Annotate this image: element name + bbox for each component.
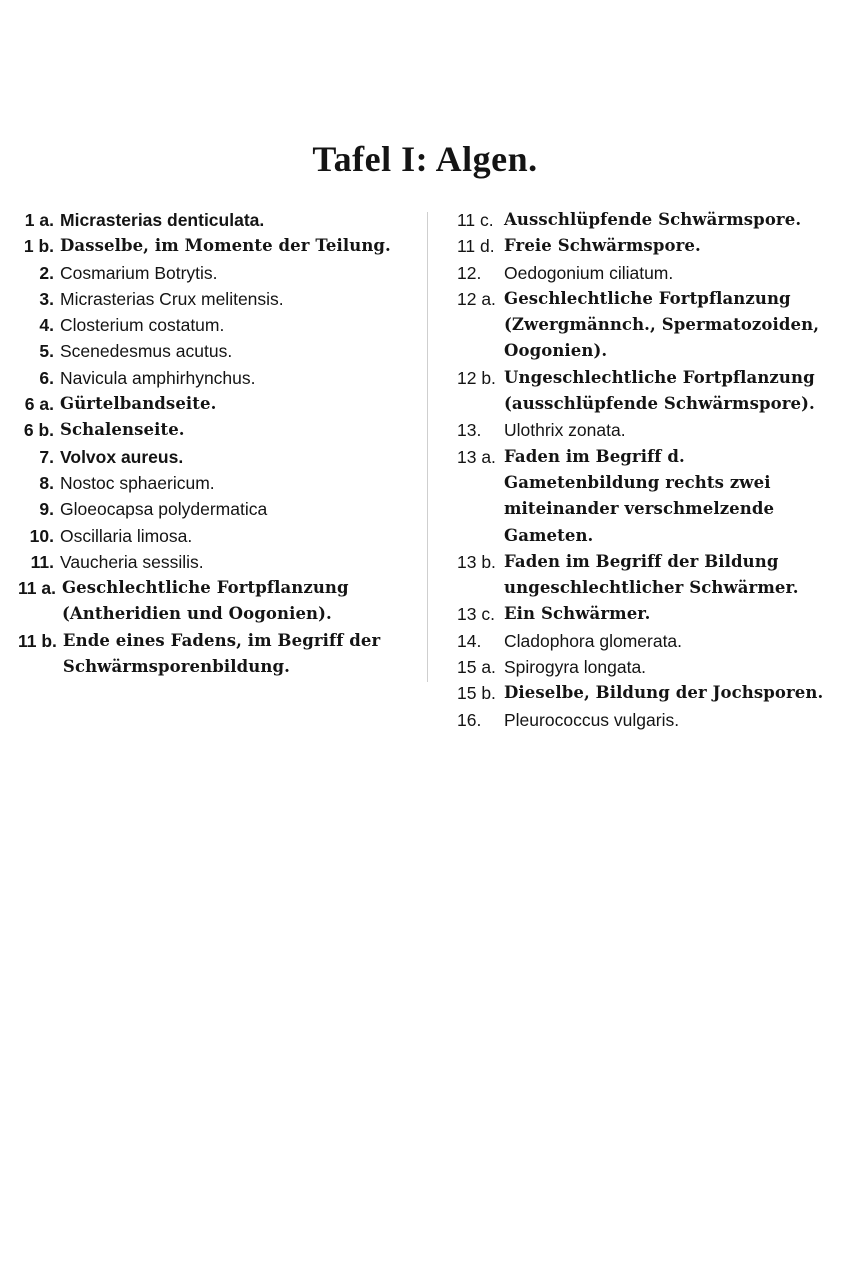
figure-number: 13. <box>457 420 482 441</box>
legend-entry <box>18 286 410 312</box>
figure-number: 16. <box>457 709 482 730</box>
figure-caption: Ein Schwärmer. <box>504 604 651 624</box>
legend-entry <box>18 260 410 286</box>
figure-number: 5. <box>39 341 54 362</box>
legend-entry <box>18 523 410 549</box>
figure-number: 13 b. <box>457 551 496 572</box>
figure-number: 1 b. <box>23 236 54 257</box>
legend-entry <box>457 654 833 680</box>
figure-caption: Cosmarium Botrytis. <box>60 262 218 283</box>
figure-caption: Cladophora glomerata. <box>504 630 683 651</box>
figure-caption: Scenedesmus acutus. <box>60 341 233 362</box>
figure-caption: Pleurococcus vulgaris. <box>504 709 680 730</box>
legend-entry <box>457 680 833 706</box>
figure-number: 3. <box>39 288 54 309</box>
figure-caption: Faden im Begriff d. Gametenbildung rechts zwei miteinander verschmelzende Gameten. <box>504 446 775 545</box>
figure-number: 10. <box>29 525 54 546</box>
legend-entry <box>18 575 410 628</box>
figure-caption: Dasselbe, im Momente der Teilung. <box>60 236 391 256</box>
figure-number: 11. <box>30 551 54 572</box>
figure-caption: Dieselbe, Bildung der Jochsporen. <box>504 683 824 703</box>
legend-entry <box>18 628 410 681</box>
legend-entry <box>18 338 410 364</box>
column-divider <box>427 212 428 682</box>
legend-entry <box>457 628 833 654</box>
legend-entry <box>457 260 833 286</box>
figure-number: 11 c. <box>457 210 494 230</box>
figure-caption: Gürtelbandseite. <box>60 394 217 414</box>
figure-caption: Oedogonium ciliatum. <box>504 262 674 283</box>
legend-entry <box>18 496 410 522</box>
legend-left-column <box>18 207 410 680</box>
figure-caption: Freie Schwärmspore. <box>504 236 701 256</box>
legend-entry <box>457 444 833 549</box>
figure-number: 9. <box>39 499 54 520</box>
figure-caption: Schalenseite. <box>60 420 185 440</box>
figure-number: 6 a. <box>24 394 54 415</box>
legend-entry <box>18 444 410 470</box>
figure-caption: Faden im Begriff der Bildung ungeschlechtlicher Schwärmer. <box>504 551 799 598</box>
figure-caption: Gloeocapsa polydermatica <box>60 499 268 520</box>
legend-entry <box>457 417 833 443</box>
legend-right-column <box>457 207 833 733</box>
figure-number: 8. <box>39 472 54 493</box>
figure-number: 14. <box>457 630 482 651</box>
figure-number: 7. <box>39 446 54 467</box>
figure-number: 12 a. <box>457 288 496 309</box>
legend-entry <box>457 707 833 733</box>
figure-caption: Vaucheria sessilis. <box>60 551 204 572</box>
figure-caption: Ungeschlechtliche Fortpflanzung (ausschlüpfende Schwärmspore). <box>504 367 815 414</box>
legend-entry <box>457 233 833 259</box>
figure-caption: Navicula amphirhynchus. <box>60 367 256 388</box>
figure-number: 15 a. <box>457 657 496 678</box>
legend-entry <box>457 286 833 365</box>
figure-number: 1 a. <box>24 210 54 230</box>
figure-number: 11 b. <box>18 630 57 651</box>
legend-entry <box>18 365 410 391</box>
figure-number: 6 b. <box>23 420 54 441</box>
figure-caption: Geschlechtliche Fortpflanzung (Zwergmännch., Spermatozoiden, Oogonien). <box>504 288 820 361</box>
legend-entry <box>18 417 410 443</box>
figure-caption: Ende eines Fadens, im Begriff der Schwärmsporenbildung. <box>62 630 381 677</box>
figure-number: 2. <box>39 262 54 283</box>
figure-number: 13 a. <box>457 446 496 467</box>
figure-number: 6. <box>39 367 54 388</box>
figure-caption: Ulothrix zonata. <box>504 420 626 441</box>
legend-entry <box>18 207 410 233</box>
legend-entry <box>18 391 410 417</box>
figure-number: 15 b. <box>457 683 496 704</box>
figure-caption: Micrasterias denticulata. <box>60 210 265 230</box>
figure-number: 12 b. <box>457 367 496 388</box>
figure-number: 11 a. <box>18 578 56 599</box>
figure-number: 12. <box>457 262 482 283</box>
figure-caption: Nostoc sphaericum. <box>60 472 215 493</box>
figure-caption: Volvox aureus. <box>60 446 184 467</box>
figure-caption: Spirogyra longata. <box>504 657 647 678</box>
legend-entry <box>18 549 410 575</box>
legend-entry <box>18 312 410 338</box>
page-title: Tafel I: Algen. <box>312 139 538 180</box>
figure-caption: Oscillaria limosa. <box>60 525 193 546</box>
legend-entry <box>18 233 410 259</box>
figure-number: 13 c. <box>457 604 495 625</box>
figure-caption: Micrasterias Crux melitensis. <box>60 288 284 309</box>
figure-caption: Ausschlüpfende Schwärmspore. <box>504 210 802 229</box>
legend-entry <box>457 207 833 233</box>
figure-number: 11 d. <box>457 236 495 257</box>
legend-entry <box>457 549 833 602</box>
figure-caption: Closterium costatum. <box>60 315 225 336</box>
legend-entry <box>457 365 833 418</box>
figure-number: 4. <box>39 315 54 336</box>
legend-entry <box>18 470 410 496</box>
legend-entry <box>457 601 833 627</box>
figure-caption: Geschlechtliche Fortpflanzung (Antheridien und Oogonien). <box>61 578 349 624</box>
